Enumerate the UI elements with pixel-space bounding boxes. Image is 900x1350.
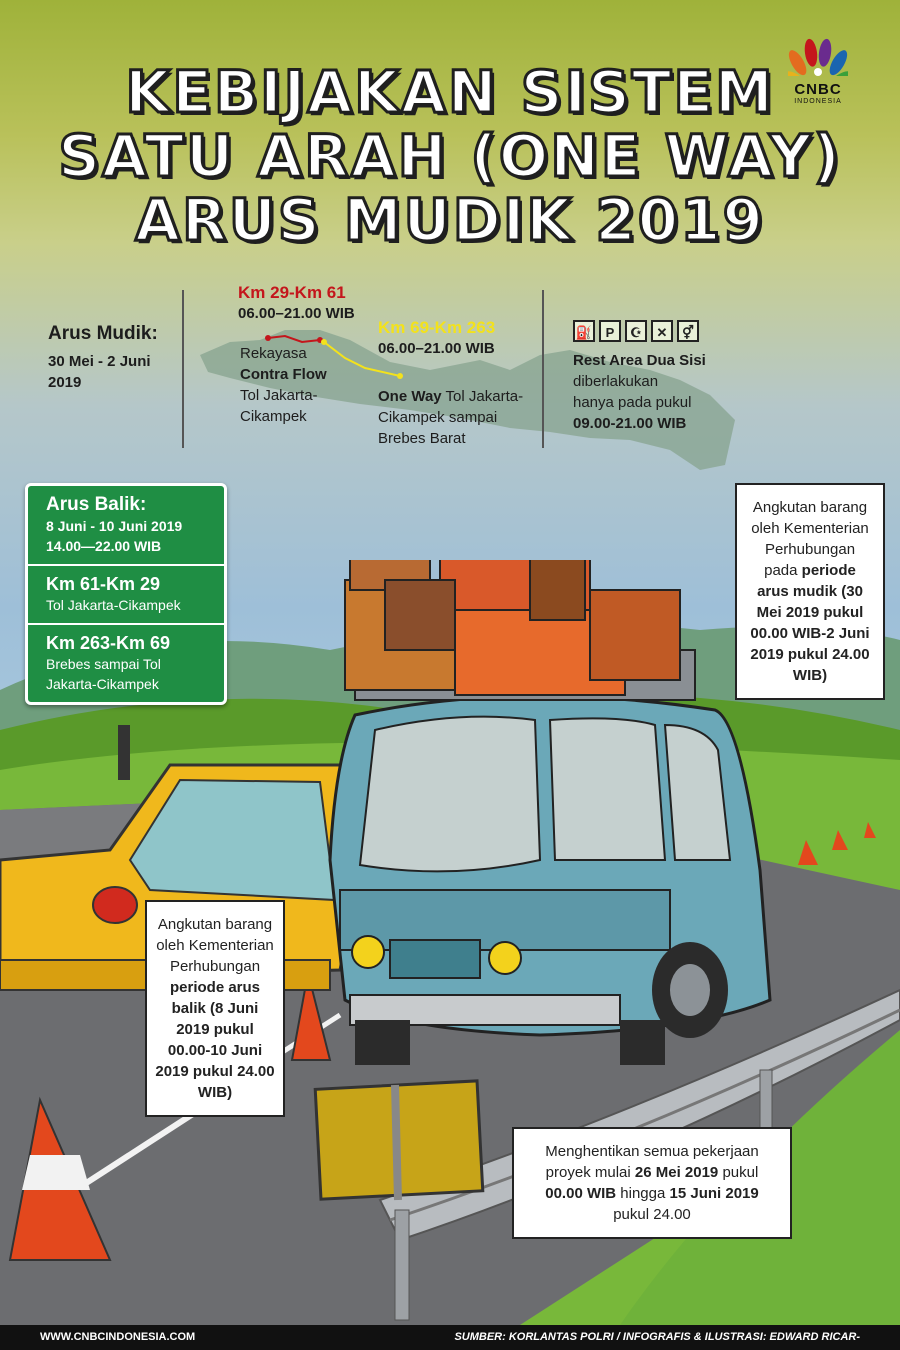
arus-balik-km2-section (28, 625, 224, 702)
arus-balik-km2: Km 263-Km 69 (46, 633, 171, 653)
luggage-pile (345, 560, 695, 700)
arus-balik-dates: 8 Juni - 10 Juni 2019 (46, 518, 183, 534)
footer-bar (0, 1325, 900, 1350)
arus-balik-sign (25, 483, 227, 705)
bubble-mudik (735, 483, 885, 700)
bubble-proyek-mid: pukul (718, 1164, 759, 1181)
arus-balik-section (28, 486, 224, 566)
bubble-proyek-date1: 26 Mei 2019 (634, 1164, 719, 1181)
contra-flow-desc (240, 343, 360, 427)
one-way-desc (378, 386, 538, 449)
bubble-proyek (512, 1127, 792, 1239)
arus-balik-km2-desc: Brebes sampai Tol Jakarta-Cikampek (46, 656, 161, 692)
logo-text: CNBC (794, 81, 842, 98)
contra-flow-bold: Contra Flow (240, 366, 327, 383)
arus-mudik-block (48, 323, 178, 393)
divider-right (542, 290, 544, 448)
arus-balik-time: 14.00—22.00 WIB (46, 538, 162, 554)
rest-area-line1: diberlakukan (573, 373, 659, 390)
title-line-3: ARUS MUDIK 2019 (135, 186, 765, 254)
one-way-rest: Tol Jakarta-Cikampek sampai Brebes Barat (378, 388, 524, 447)
rest-area-title: Rest Area Dua Sisi (573, 352, 706, 369)
parking-icon: P (599, 320, 621, 342)
bubble-mudik-pre: Angkutan barang oleh Kementerian Perhubungan pada (751, 499, 869, 579)
contra-flow-block (238, 283, 378, 324)
bubble-proyek-date2: 15 Juni 2019 (669, 1185, 759, 1202)
footer-source: SUMBER: KORLANTAS POLRI / INFOGRAFIS & ILUSTRASI: EDWARD RICAR- (454, 1331, 860, 1343)
arus-balik-label: Arus Balik: (46, 494, 147, 515)
restaurant-icon: ✕ (651, 320, 673, 342)
contra-flow-line1: Rekayasa (240, 345, 307, 362)
page-title (0, 60, 900, 252)
one-way-bold: One Way (378, 388, 442, 405)
bubble-balik-pre: Angkutan barang oleh Kementerian Perhubungan (156, 916, 274, 975)
arus-mudik-dates: 30 Mei - 2 Juni 2019 (48, 353, 151, 391)
rest-area-block (573, 320, 743, 434)
rest-area-icons (573, 320, 743, 342)
title-line-2: SATU ARAH (ONE WAY) (58, 122, 842, 190)
blue-van (330, 696, 770, 1065)
arus-balik-km1-desc: Tol Jakarta-Cikampek (46, 597, 181, 613)
bubble-mudik-bold: periode arus mudik (30 Mei 2019 pukul 00.00 WIB-2 Juni 2019 pukul 24.00 WIB) (750, 562, 870, 684)
peacock-icon (788, 38, 848, 76)
contra-flow-line3: Tol Jakarta-Cikampek (240, 387, 318, 425)
bubble-balik (145, 900, 285, 1117)
contra-flow-km: Km 29-Km 61 (238, 283, 346, 302)
arus-mudik-label: Arus Mudik: (48, 323, 158, 344)
toilet-icon: ⚥ (677, 320, 699, 342)
arus-balik-km1: Km 61-Km 29 (46, 574, 161, 594)
cnbc-logo (778, 38, 858, 105)
rest-area-line2: hanya pada pukul (573, 394, 692, 411)
one-way-km: Km 69-Km 263 (378, 318, 496, 337)
one-way-time: 06.00–21.00 WIB (378, 340, 495, 357)
divider-left (182, 290, 184, 448)
bubble-proyek-time1: 00.00 WIB (545, 1185, 617, 1202)
bubble-balik-bold: periode arus balik (8 Juni 2019 pukul 00.00-10 Juni 2019 pukul 24.00 WIB) (155, 979, 275, 1101)
mosque-icon: ☪ (625, 320, 647, 342)
fuel-icon: ⛽ (573, 320, 595, 342)
footer-website: WWW.CNBCINDONESIA.COM (40, 1331, 196, 1343)
arus-balik-km1-section (28, 566, 224, 625)
bubble-proyek-pre: Menghentikan semua pekerjaan proyek mulai (545, 1143, 759, 1181)
bubble-proyek-mid2: hingga (616, 1185, 670, 1202)
contra-flow-time: 06.00–21.00 WIB (238, 305, 355, 322)
title-line-1: KEBIJAKAN SISTEM (125, 58, 775, 126)
logo-subtext: INDONESIA (794, 98, 842, 105)
one-way-block (378, 318, 538, 359)
rest-area-time: 09.00-21.00 WIB (573, 415, 687, 432)
bubble-proyek-post: pukul 24.00 (613, 1206, 691, 1223)
